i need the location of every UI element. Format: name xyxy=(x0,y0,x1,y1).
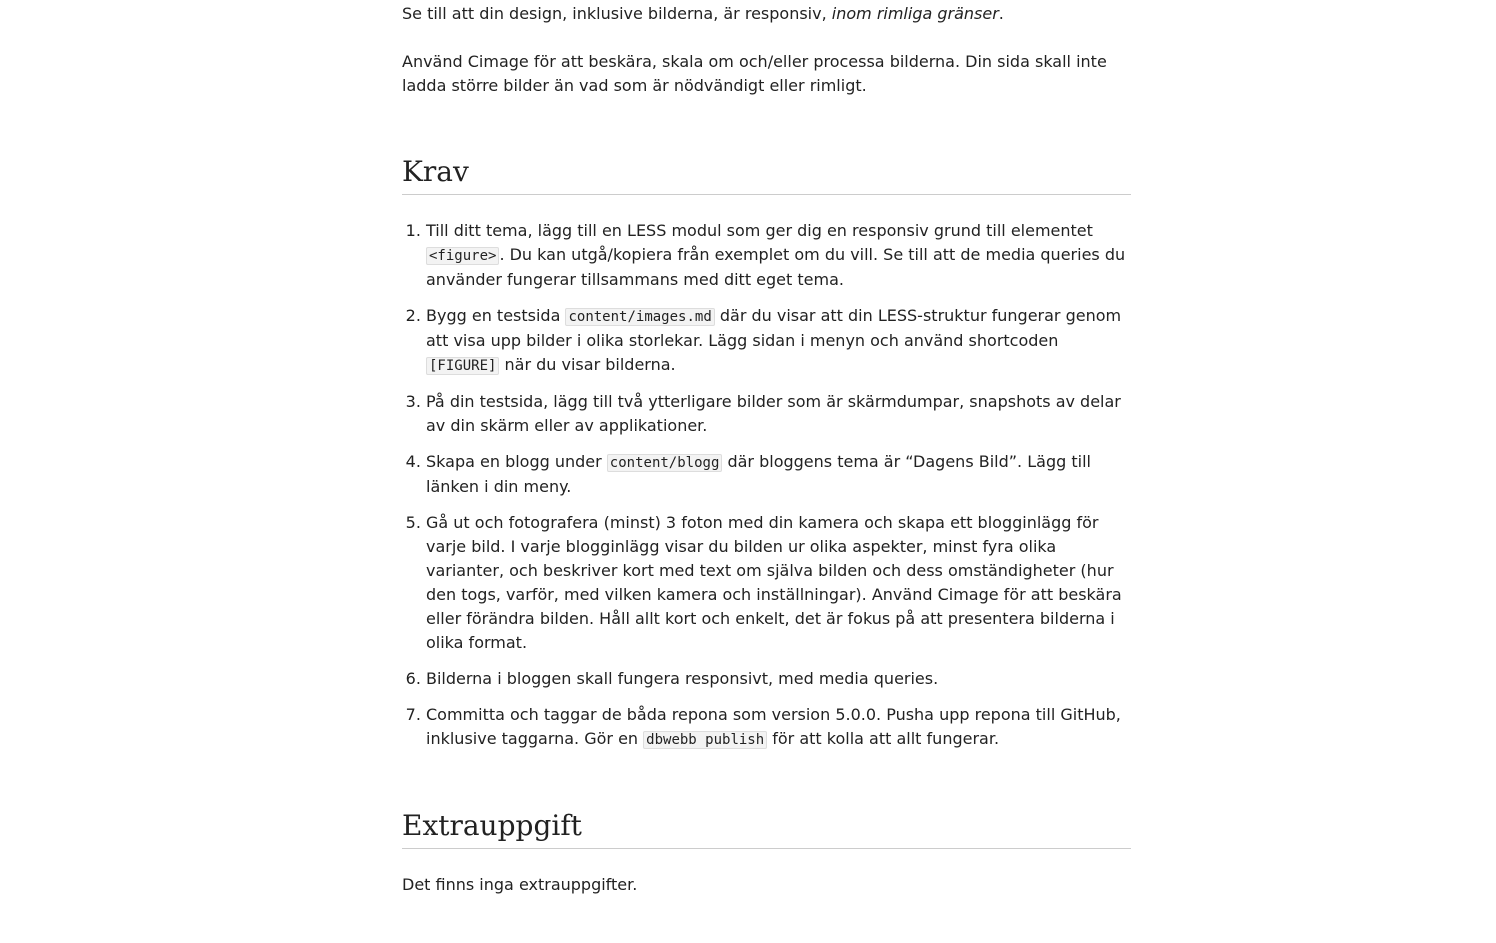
code-blogg: content/blogg xyxy=(607,454,723,472)
code-images-md: content/images.md xyxy=(565,308,714,326)
krav-item-1-text-end: . Du kan utgå/kopiera från exemplet om du vill. Se till att de media queries du använder fungerar tillsammans med ditt eget tema. xyxy=(426,245,1126,289)
code-figure-shortcode: [FIGURE] xyxy=(426,357,499,375)
intro-period: . xyxy=(998,4,1004,23)
krav-item-2 xyxy=(426,304,1131,378)
krav-item-3-text: På din testsida, lägg till två ytterligare bilder som är skärmdumpar, snapshots av delar av din skärm eller av applikationer. xyxy=(426,392,1121,435)
krav-item-1-text: Till ditt tema, lägg till en LESS modul som ger dig en responsiv grund till elementet xyxy=(426,221,1093,240)
krav-item-7-text: Committa och taggar de båda repona som version 5.0.0. Pusha upp repona till GitHub, inklusive taggarna. Gör en xyxy=(426,705,1121,748)
krav-item-4-text-end: där bloggens tema är “Dagens Bild”. Lägg till länken i din meny. xyxy=(426,452,1091,496)
krav-item-3 xyxy=(426,390,1131,438)
krav-item-5 xyxy=(426,511,1131,655)
krav-item-1 xyxy=(426,219,1131,292)
code-dbwebb-publish: dbwebb publish xyxy=(643,731,767,749)
intro-text: Se till att din design, inklusive bilderna, är responsiv, xyxy=(402,4,832,23)
krav-item-2-text-mid: där du visar att din LESS-struktur fungerar genom att visa upp bilder i olika storlekar. Lägg sidan i menyn och använd shortcoden xyxy=(426,306,1122,350)
intro-emphasis: inom rimliga gränser xyxy=(831,4,999,23)
intro-paragraph-responsive xyxy=(402,2,1131,26)
krav-item-6-text: Bilderna i bloggen skall fungera responsivt, med media queries. xyxy=(426,669,939,688)
krav-item-7 xyxy=(426,703,1131,752)
krav-item-7-text-end: för att kolla att allt fungerar. xyxy=(767,729,1000,748)
krav-item-5-text: Gå ut och fotografera (minst) 3 foton med din kamera och skapa ett blogginlägg för varje bild. I varje blogginlägg visar du bilden ur olika aspekter, minst fyra olika varianter, och beskriver kort med text om själva bilden och dess omständigheter (hur den togs, varför, med vilken kamera och inställningar). Använd Cimage för att beskära eller förändra bilden. Håll allt kort och enkelt, det är fokus på att presentera bilderna i olika format. xyxy=(426,513,1122,652)
extrauppgift-heading: Extrauppgift xyxy=(402,808,1131,849)
krav-list xyxy=(402,219,1131,764)
krav-item-2-text: Bygg en testsida xyxy=(426,306,566,325)
intro-paragraph-cimage: Använd Cimage för att beskära, skala om och/eller processa bilderna. Din sida skall inte ladda större bilder än vad som är nödvändigt eller rimligt. xyxy=(402,52,1107,95)
code-figure: <figure> xyxy=(426,247,499,265)
krav-heading: Krav xyxy=(402,154,1131,195)
krav-item-2-text-end: när du visar bilderna. xyxy=(499,355,676,374)
krav-item-4-text: Skapa en blogg under xyxy=(426,452,607,471)
krav-item-6 xyxy=(426,667,1131,691)
extrauppgift-paragraph: Det finns inga extrauppgifter. xyxy=(402,875,638,894)
krav-item-4 xyxy=(426,450,1131,499)
